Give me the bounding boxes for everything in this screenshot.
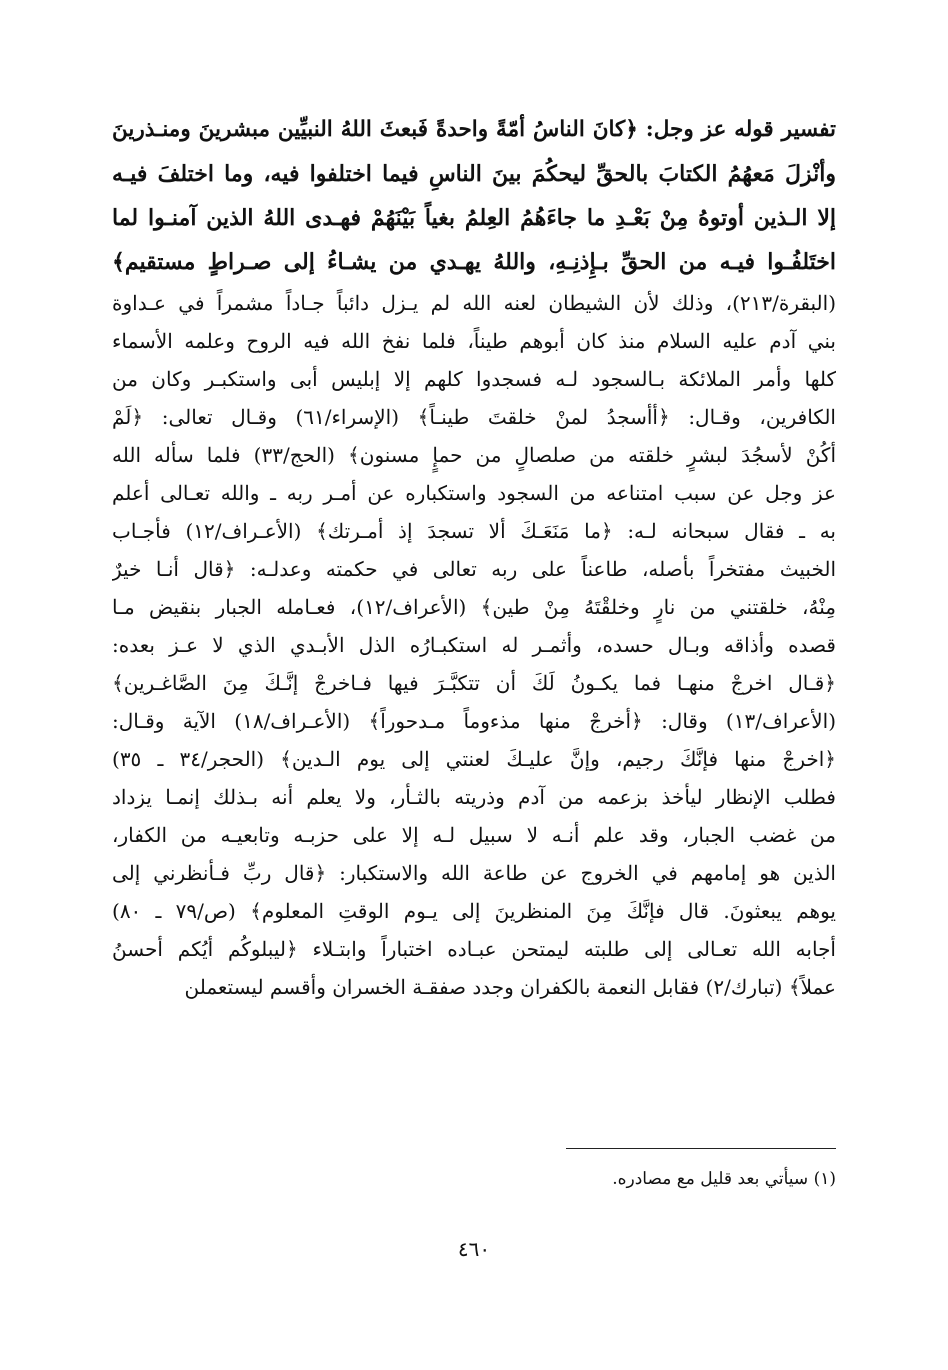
text-line: (البقرة/٢١٣)، وذلك لأن الشيطان لعنه الله لم يـزل دائباً جـاداً مشمراً في عـداوة xyxy=(112,291,836,315)
text-line: من غضب الجبار، وقد علم أنـه لا سبيل لـه إلا على حزبـه وتابعيـه من الكفار، xyxy=(112,823,836,847)
text-line: أكُنْ لأسجُدَ لبشرٍ خلقته من صلصالٍ من حمإٍ مسنون﴾ (الحج/٣٣) فلما سأله الله xyxy=(112,443,836,467)
text-line: الذين هو إمامهم في الخروج عن طاعة الله والاستكبار: ﴿قال ربِّ فـأنظرني إلى xyxy=(112,861,836,885)
text-line: (الأعراف/١٣) وقال: ﴿أخرجْ منها مذءوماً مـدحوراً﴾ (الأعـراف/١٨) الآية وقـال: xyxy=(112,709,836,733)
text-line: أجابه الله تعـالى إلى طلبته ليمتحن عبـاده اختباراً وابتـلاء ﴿ليبلوكُم أيُكم أحسنُ xyxy=(112,937,836,961)
text-line: كلها وأمر الملائكة بـالسجود لـه فسجدوا كلهم إلا إبليس أبى واستكبـر وكان من xyxy=(112,367,836,391)
text-line: الخبيث مفتخراً بأصله، طاعناً على ربه تعالى في حكمته وعدلـه: ﴿قال أنـا خيرٌ xyxy=(112,557,836,581)
text-line: وأنْزلَ مَعهُمُ الكتابَ بالحقِّ ليحكُمَ بينَ الناسِ فيما اختلفوا فيه، وما اختلفَ فيـه xyxy=(112,161,836,187)
footnote-divider xyxy=(566,1148,836,1149)
text-line: ﴿قـال اخرجْ منهـا فما يكـونُ لَكَ أن تتكبَّـرَ فيها فـاخرجْ إنَّـكَ مِنَ الصَّاغـرين﴾ xyxy=(112,671,836,695)
text-line: قصده وأذاقه وبـال حسده، وأثمـر له استكبـارُه الذل الأبـدي الذي لا عـز بعده: xyxy=(112,633,836,657)
text-line: بني آدم عليه السلام منذ كان أبوهم طيناً، فلما نفخ الله فيه الروح وعلمه الأسماء xyxy=(112,329,836,353)
text-line: اختَلفُـوا فيـه من الحقِّ بـإِذنِـهِ، واللهُ يهـدي من يشـاءُ إلى صـراطٍ مستقيم﴾ xyxy=(112,249,836,275)
text-line: يوهم يبعثونَ. قال فإنَّكَ مِنَ المنظرينَ إلى يـوم الوقتِ المعلوم﴾ (ص/٧٩ ـ ٨٠) xyxy=(112,899,836,923)
page-number: ٤٦٠ xyxy=(457,1237,491,1261)
text-line: الكافرين، وقـال: ﴿أأسجدُ لمنْ خلقتَ طينـاً﴾ (الإسراء/٦١) وقـال تعالى: ﴿لَمْ xyxy=(112,405,836,429)
text-line: إلا الـذين أوتوهُ مِنْ بَعْـدِ ما جاءَهُمُ العِلمُ بغياً بَيْنَهُمْ فهـدى اللهُ الذين آمنـوا لما xyxy=(112,205,836,231)
main-text xyxy=(112,108,836,1006)
text-line: عملاً﴾ (تبارك/٢) فقابل النعمة بالكفران وجدد صفقـة الخسران وأقسم ليستعملن xyxy=(184,975,836,999)
text-line: تفسير قوله عز وجل: ﴿كانَ الناسُ أمّةً واحدةً فَبعثَ اللهُ النبيِّين مبشرينَ ومنـذرينَ xyxy=(112,117,836,142)
text-line: مِنْهُ، خلقتني من نارٍ وخلقْتَهُ مِنْ طين﴾ (الأعراف/١٢)، فعـامله الجبار بنقيض مـا xyxy=(112,595,836,619)
text-line: عز وجل عن سبب امتناعه من السجود واستكباره عن أمـر ربه ـ والله تعـالى أعلم xyxy=(112,481,836,505)
footnote: (١) سيأتي بعد قليل مع مصادره. xyxy=(612,1169,836,1189)
text-line: به ـ فقال سبحانه لـه: ﴿ما مَنَعَـكَ ألا تسجدَ إذ أمـرتك﴾ (الأعـراف/١٢) فأجـاب xyxy=(112,519,836,543)
text-line: فطلب الإنظار ليأخذ بزعمه من آدم وذريته بالثـأر، ولا يعلم أنه بـذلك إنمـا يزداد xyxy=(112,785,836,809)
text-line: ﴿اخرجْ منها فإنَّكَ رجيم، وإنَّ عليـكَ لعنتي إلى يوم الـدين﴾ (الحجر/٣٤ ـ ٣٥) xyxy=(112,747,836,771)
